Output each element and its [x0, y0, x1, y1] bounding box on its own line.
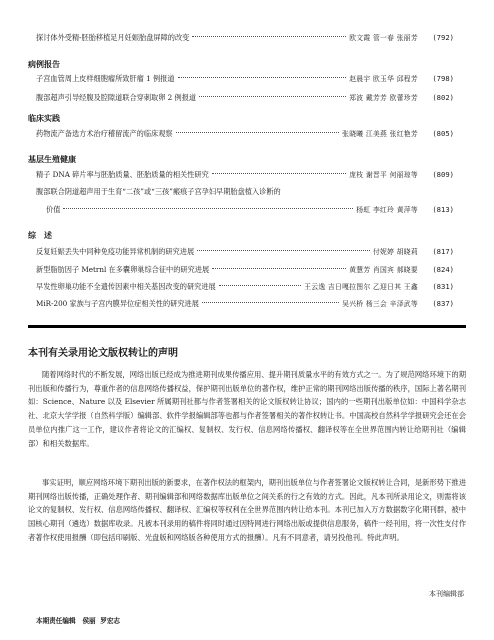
dot-leader: [202, 302, 339, 303]
dot-leader: [212, 268, 346, 269]
dot-leader: [192, 36, 346, 37]
section-divider: [28, 325, 466, 328]
toc-entry-title: 精子 DNA 碎片率与胚胎质量、胚胎质量的相关性研究: [36, 170, 209, 180]
notice-signature: 本刊编辑部: [429, 590, 464, 598]
toc-entry[interactable]: [36, 203, 454, 217]
toc-entry-page: (802): [432, 93, 454, 103]
dot-leader: [178, 77, 347, 78]
toc-entry[interactable]: [36, 72, 454, 86]
toc-entry-title: MiR-200 家族与子宫内膜异位症相关性的研究进展: [36, 299, 199, 309]
dot-leader: [63, 208, 353, 209]
toc-entry-page: (805): [432, 129, 454, 139]
toc-entry[interactable]: [36, 297, 454, 311]
toc-entry-page: (824): [432, 265, 454, 275]
toc-entry[interactable]: [36, 245, 454, 259]
notice-title: 本刊有关录用论文版权转让的声明: [28, 348, 178, 359]
toc-entry-authors: 赵晨宇 欧玉华 邱程芳: [349, 74, 418, 83]
toc-entry-page: (798): [432, 74, 454, 84]
toc-entry-title-line2: 价值: [46, 205, 61, 215]
toc-entry-page: (813): [432, 205, 454, 215]
toc-entry-title: 药物流产备选方术治疗稽留流产的临床观察: [36, 129, 173, 139]
dot-leader: [212, 173, 346, 174]
notice-paragraph: 随着网络时代的不断发展，网络出版已经成为推进期刊成果传播应用、提升期刊质量水平的有效方式之一。为了规范网络环境下的期刊出版和传播行为，尊重作者的信息网络传播权益，保护期刊出版单位的著作权，维护正常的期刊网络出版传播的秩序，国际上著名期刊如：Science、Nature 以及 Elsevier 所属期刊社都与作者签署相关的论文版权转让协议；国内的一些期刊出版单位如：中国科学杂志社、北京大学学报（自然科学版）编辑部、软件学报编辑部等也都与作者签署相关的著作权转让书。中国高校自然科学学报研究会还在会员单位内推广这一工作，建议作者将论文的汇编权、复制权、发行权、信息网络传播权、翻译权等在全世界范围内转让给期刊社（编辑部）和相关数据库。: [28, 370, 466, 448]
section-heading-review: 综 述: [28, 231, 52, 240]
toc-entry-title: 腹部超声引导经腹及腔隙道联合穿刺取卵 2 例报道: [36, 93, 197, 103]
toc-entry[interactable]: [36, 127, 454, 141]
toc-entry-title: 早发性卵巢功能不全遗传因素中相关基因改变的研究进展: [36, 282, 216, 292]
toc-entry-title-line1[interactable]: 腹部联合阴道超声用于生育“二孩”或“三孩”瘢痕子宫孕妇早期胎盘植入诊断的: [36, 187, 281, 196]
toc-entry-page: (792): [432, 33, 454, 43]
dot-leader: [199, 96, 346, 97]
toc-entry-authors: 付妮婷 胡晓莉: [372, 247, 418, 256]
notice-paragraph: 事实证明，顺应网络环境下期刊出版的新要求，在著作权法的框架内，期刊出版单位与作者签署论文版权转让合同，是新形势下推进期刊网络出版传播，正确处理作者、期刊编辑部和网络数据库出版单位之间关系的行之有效的方式。因此，凡本刊所录用论文，则需将该论文的复制权、发行权、信息网络传播权、翻译权、汇编权等权利在全世界范围内转让给本刊。本刊已加入万方数据数字化期刊群，被中国核心期刊（遴选）数据库收录。凡被本刊录用的稿件将同时通过因特网进行网络出版或提供信息服务，稿件一经刊用，将一次性支付作者著作权使用报酬（即包括印刷版、光盘版和网络版各种使用方式的报酬）。凡有不同意者，请另投他刊。特此声明。: [28, 478, 466, 542]
dot-leader: [176, 132, 340, 133]
section-heading-clinical-practice: 临床实践: [28, 114, 60, 123]
dot-leader: [197, 250, 370, 251]
editor-label: 本期责任编辑: [36, 617, 76, 625]
toc-entry-page: (817): [432, 247, 454, 257]
toc-entry-authors: 庞枝 谢晋平 何丽琼等: [349, 170, 418, 179]
toc-entry[interactable]: [36, 91, 454, 105]
toc-entry[interactable]: [36, 263, 454, 277]
toc-entry-authors: 杨虹 李红玲 黄萍等: [356, 205, 418, 214]
toc-entry-authors: 吴兴桥 杨三会 辛泽武等: [342, 299, 418, 308]
toc-entry-page: (831): [432, 282, 454, 292]
section-heading-case-report: 病例报告: [28, 60, 60, 69]
editor-names: 侯丽 罗宏志: [82, 617, 121, 625]
section-heading-primary-reproductive-health: 基层生殖健康: [28, 155, 76, 164]
toc-entry-authors: 欧文霞 管一春 张丽芳: [349, 33, 418, 42]
toc-entry-authors: 王云逸 吉日嘎拉图尔 乙迎日其 王鑫: [304, 282, 418, 291]
toc-entry-title: 探讨体外受精-胚胎移植足月妊娠胎盘屏障的改变: [36, 33, 190, 43]
toc-entry-page: (837): [432, 299, 454, 309]
toc-entry[interactable]: [36, 280, 454, 294]
toc-entry-authors: 郑波 戴芳芳 欧蕾珍芳: [349, 93, 418, 102]
responsible-editor: [36, 615, 120, 625]
toc-entry[interactable]: [36, 31, 454, 45]
toc-entry-authors: 张晓曦 江美燕 张红艳芳: [342, 129, 418, 138]
dot-leader: [219, 285, 301, 286]
toc-entry-authors: 黄慧芳 肖国宾 郝晓要: [349, 265, 418, 274]
toc-entry-page: (809): [432, 170, 454, 180]
toc-entry-title: 新型脂肪因子 Metrnl 在多囊卵巢综合征中的研究进展: [36, 265, 210, 275]
toc-entry-title: 反复妊娠丢失中同种免疫功能异常机制的研究进展: [36, 247, 195, 257]
toc-entry[interactable]: [36, 168, 454, 182]
toc-entry-title: 子宫血管周上皮样细胞瘤所致肝瘤 1 例报道: [36, 74, 175, 84]
